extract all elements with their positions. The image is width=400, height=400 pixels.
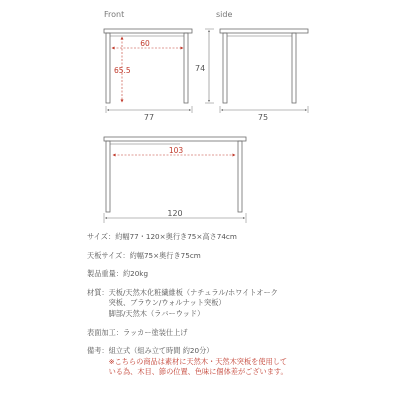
spec-value — [109, 288, 278, 320]
spec-list — [87, 232, 397, 378]
extended-leg-right — [238, 141, 242, 212]
spec-value — [115, 232, 237, 243]
front-tabletop — [104, 29, 192, 33]
spec-value-line: 突板、ブラウン/ウォルナット突板） — [108, 298, 226, 308]
extended-inner-width-label: 103 — [168, 146, 184, 155]
spec-label: 製品重量： — [87, 269, 123, 279]
spec-value — [123, 328, 188, 339]
spec-value — [130, 251, 201, 262]
side-leg-left — [223, 33, 227, 103]
side-depth-label: 75 — [257, 113, 269, 122]
extended-tabletop — [104, 137, 246, 141]
spec-row — [87, 288, 397, 320]
spec-value-line: ラッカー塗装仕上げ — [122, 327, 188, 337]
front-view — [104, 10, 192, 113]
extended-leg-left — [106, 141, 110, 212]
spec-row — [87, 328, 397, 339]
side-height-label: 74 — [195, 64, 206, 73]
spec-value-line: 約幅77・120×奥行き75×高さ74cm — [115, 232, 237, 241]
front-inner-width-label: 60 — [140, 39, 150, 48]
spec-label: サイズ： — [87, 232, 116, 241]
spec-note — [109, 357, 288, 378]
front-leg-left — [106, 33, 110, 103]
side-tabletop — [220, 29, 308, 33]
spec-label: 天板サイズ： — [87, 250, 130, 260]
spec-row — [87, 346, 397, 378]
spec-label: 表面加工： — [87, 327, 123, 337]
side-leg-right — [292, 33, 296, 103]
spec-row — [87, 232, 397, 243]
front-title: Front — [104, 10, 125, 19]
spec-value-line: 天板/天然木化粧繊維板（ナチュラル/ホワイトオーク — [108, 287, 278, 297]
spec-label: 備考： — [87, 346, 109, 356]
extended-width-label: 120 — [167, 209, 183, 218]
side-title: side — [216, 10, 233, 19]
spec-value-line: 約幅75×奥行き75cm — [129, 250, 201, 260]
side-view — [205, 10, 308, 113]
spec-row — [87, 269, 397, 280]
front-leg-right — [184, 33, 188, 103]
spec-value — [109, 346, 288, 378]
spec-value-line: 組立式（組み立て時間 約20分） — [108, 346, 214, 356]
front-width-label: 77 — [143, 113, 155, 122]
spec-value-line: 約20kg — [122, 269, 149, 279]
spec-value — [123, 269, 148, 280]
spec-note-line: ※こちらの商品は素材に天然木・天然木突板を使用して — [108, 356, 288, 366]
spec-value-line: 脚部/天然木（ラバーウッド） — [108, 308, 205, 318]
front-inner-height-label: 65.5 — [114, 66, 131, 75]
spec-label: 材質： — [87, 287, 109, 297]
spec-row — [87, 251, 397, 262]
spec-note-line: いる為、木目、節の位置、色味に個体差がございます。 — [108, 367, 288, 377]
